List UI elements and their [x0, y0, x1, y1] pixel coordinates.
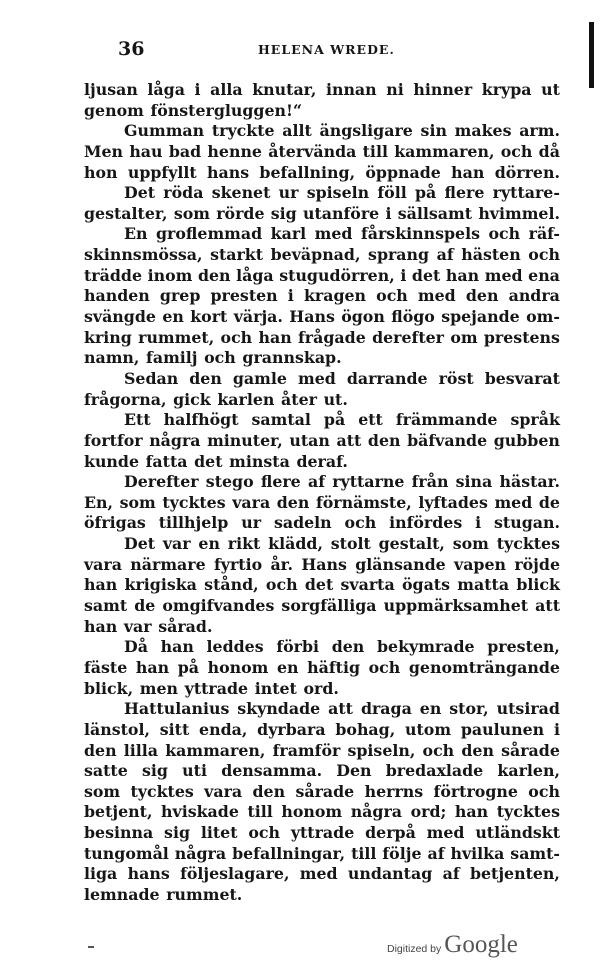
text-line: samt de omgifvandes sorgfälliga uppmärksamhet att	[84, 596, 560, 616]
digitized-label: Digitized by	[387, 943, 442, 955]
stray-ink-mark	[88, 946, 94, 948]
text-line: Det var en rikt klädd, stolt gestalt, som tycktes	[124, 534, 560, 554]
text-line: Sedan den gamle med darrande röst besvarat	[124, 368, 560, 388]
running-head: HELENA WREDE.	[258, 42, 395, 57]
text-line: En groflemmad karl med fårskinnspels och räf-	[124, 224, 560, 244]
text-line: den lilla kammaren, framför spiseln, och den sårade	[84, 740, 560, 760]
page-edge-mark	[589, 22, 594, 88]
text-line: Då han leddes förbi den bekymrade presten,	[124, 637, 560, 657]
digitized-by-watermark	[387, 931, 518, 959]
text-line: kunde fatta det minsta deraf.	[84, 451, 348, 471]
page-number: 36	[118, 38, 145, 60]
text-line: vara närmare fyrtio år. Hans glänsande vapen röjde	[84, 554, 560, 574]
text-line: blick, men yttrade intet ord.	[84, 678, 339, 698]
text-line: besinna sig litet och yttrade derpå med utländskt	[84, 823, 560, 843]
text-line: ljusan låga i alla knutar, innan ni hinner krypa ut	[84, 80, 560, 99]
text-line: han var sårad.	[84, 616, 213, 636]
text-line: Men hau bad henne återvända till kammaren, och då	[84, 141, 560, 161]
text-line: Ett halfhögt samtal på ett främmande språk	[124, 410, 560, 430]
text-line: Gumman tryckte allt ängsligare sin makes arm.	[124, 121, 560, 141]
text-line: gestalter, som rörde sig utanföre i sällsamt hvimmel.	[84, 203, 560, 223]
text-line: Det röda skenet ur spiseln föll på flere ryttare-	[124, 183, 560, 203]
text-line: fäste han på honom en häftig och genomträngande	[84, 657, 560, 677]
text-line: satte sig uti densamma. Den bredaxlade karlen,	[84, 761, 560, 781]
text-line: fortfor några minuter, utan att den bäfvande gubben	[84, 430, 560, 450]
text-line: öfrigas tillhjelp ur sadeln och infördes i stugan.	[84, 513, 560, 533]
text-line: Derefter stego flere af ryttarne från sina hästar.	[124, 472, 560, 492]
text-line: lemnade rummet.	[84, 884, 243, 904]
text-line: namn, familj och grannskap.	[84, 348, 342, 368]
body-text	[84, 80, 560, 906]
text-line: handen grep presten i kragen och med den andra	[84, 286, 560, 306]
text-line: liga hans följeslagare, med undantag af betjenten,	[84, 864, 560, 884]
google-wordmark: Google	[444, 931, 518, 958]
text-line: betjent, hviskade till honom några ord; han tycktes	[84, 802, 560, 822]
text-line: hon uppfyllt hans befallning, öppnade han dörren.	[84, 162, 560, 182]
text-line: som tycktes vara den sårade herrns förtrogne och	[84, 781, 560, 801]
text-line: skinnsmössa, starkt beväpnad, sprang af hästen och	[84, 245, 560, 265]
text-line: kring rummet, och han frågade derefter om prestens	[84, 327, 560, 347]
text-line: frågorna, gick karlen åter ut.	[84, 389, 348, 409]
text-line: länstol, sitt enda, dyrbara bohag, utom paulunen i	[84, 719, 560, 739]
text-line: Hattulanius skyndade att draga en stor, utsirad	[124, 699, 560, 719]
text-line: trädde inom den låga stugudörren, i det han med ena	[84, 265, 560, 285]
text-line: En, som tycktes vara den förnämste, lyftades med de	[84, 492, 560, 512]
text-line: svängde en kort värja. Hans ögon flögo spejande om-	[84, 307, 560, 327]
text-line: tungomål några befallningar, till följe af hvilka samt-	[84, 843, 560, 863]
text-line: han krigiska stånd, och det svarta ögats matta blick	[84, 575, 560, 595]
text-line: genom fönstergluggen!“	[84, 100, 303, 120]
